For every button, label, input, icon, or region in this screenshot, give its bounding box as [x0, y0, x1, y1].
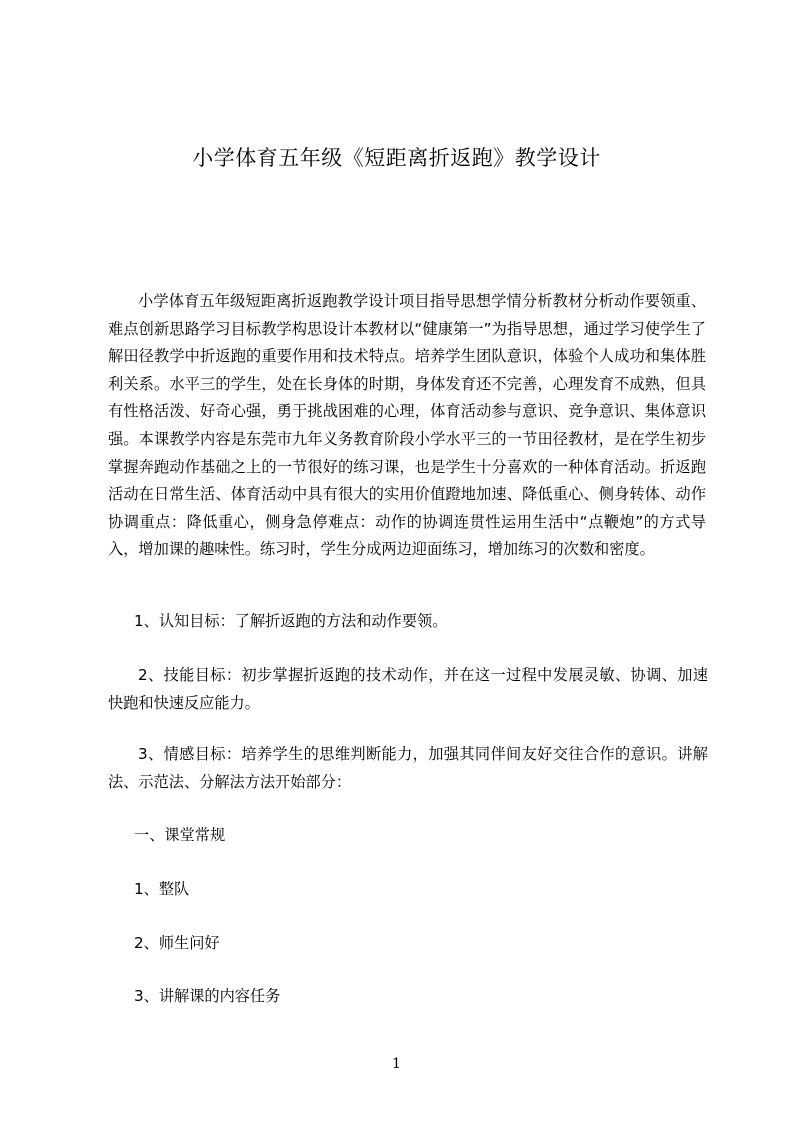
document-title: 小学体育五年级《短距离折返跑》教学设计 — [192, 146, 601, 170]
intro-paragraph: 小学体育五年级短距离折返跑教学设计项目指导思想学情分析教材分析动作要领重、难点创新思路学习目标教学构思设计本教材以“健康第一”为指导思想，通过学习使学生了解田径教学中折返跑的重要作用和技术特点。培养学生团队意识，体验个人成功和集体胜利关系。水平三的学生，处在长身体的时期，身体发育还不完善，心理发育不成熟，但具有性格活泼、好奇心强，勇于挑战困难的心理，体育活动参与意识、竞争意识、集体意识强。本课教学内容是东莞市九年义务教育阶段小学水平三的一节田径教材，是在学生初步掌握奔跑动作基础之上的一节很好的练习课，也是学生十分喜欢的一种体育活动。折返跑活动在日常生活、体育活动中具有很大的实用价值蹬地加速、降低重心、侧身转体、动作协调重点：降低重心，侧身急停难点：动作的协调连贯性运用生活中“点鞭炮”的方式导入，增加课的趣味性。练习时，学生分成两边迎面练习，增加练习的次数和密度。 — [108, 292, 706, 559]
goal-affective: 3、情感目标：培养学生的思维判断能力，加强其同伴间友好交往合作的意识。讲解法、示范法、分解法方法开始部分： — [108, 745, 708, 791]
goal-cognitive: 1、认知目标：了解折返跑的方法和动作要领。 — [134, 612, 448, 630]
goal-skill: 2、技能目标：初步掌握折返跑的技术动作，并在这一过程中发展灵敏、协调、加速快跑和快速反应能力。 — [108, 666, 708, 712]
routine-item: 2、师生问好 — [134, 934, 220, 952]
page-number: 1 — [392, 1056, 401, 1072]
routine-item: 1、整队 — [134, 880, 190, 898]
section-heading: 一、课堂常规 — [134, 826, 226, 844]
routine-item: 3、讲解课的内容任务 — [134, 987, 281, 1005]
